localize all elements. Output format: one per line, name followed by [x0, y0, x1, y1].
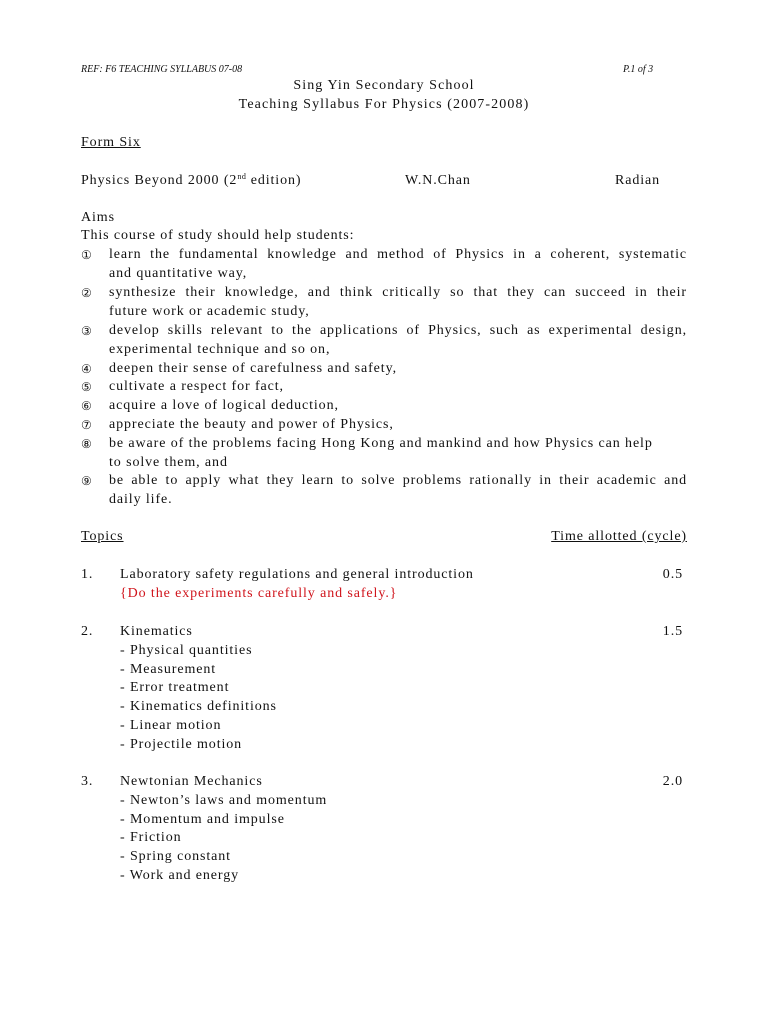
page-number: P.1 of 3 [623, 64, 654, 75]
topic-time: 1.5 [662, 624, 683, 639]
aim-marker-icon: ⑧ [81, 437, 92, 451]
topic-title: Laboratory safety regulations and general introduction [120, 567, 474, 582]
textbook-title-suffix: edition) [246, 173, 302, 188]
aim-marker-icon: ③ [81, 324, 92, 338]
aim-text: cultivate a respect for fact, [109, 379, 284, 394]
topic-number: 1. [81, 567, 94, 582]
document-title: Teaching Syllabus For Physics (2007-2008) [238, 97, 530, 112]
form-heading: Form Six [81, 135, 141, 150]
topic-title: Newtonian Mechanics [120, 774, 263, 789]
subtopic-item: - Spring constant [120, 849, 231, 864]
textbook-author: W.N.Chan [405, 173, 471, 188]
aims-heading: Aims [81, 210, 115, 225]
aim-text: appreciate the beauty and power of Physics, [109, 417, 394, 432]
aim-text-continued: and quantitative way, [109, 266, 248, 281]
aim-marker-icon: ⑤ [81, 380, 92, 394]
subtopic-item: - Projectile motion [120, 737, 243, 752]
topic-time: 0.5 [662, 567, 683, 582]
aim-text: acquire a love of logical deduction, [109, 398, 339, 413]
aim-marker-icon: ④ [81, 362, 92, 376]
aim-marker-icon: ① [81, 248, 92, 262]
aim-text: develop skills relevant to the applications of Physics, such as experimental design, [109, 323, 687, 338]
textbook-title [81, 173, 301, 189]
subtopic-item: - Friction [120, 830, 182, 845]
topic-title: Kinematics [120, 624, 193, 639]
aim-marker-icon: ⑦ [81, 418, 92, 432]
textbook-title-prefix: Physics Beyond 2000 (2 [81, 173, 238, 188]
aim-text-continued: experimental technique and so on, [109, 342, 331, 357]
topics-heading: Topics [81, 529, 124, 544]
topic-time: 2.0 [662, 774, 683, 789]
aim-text: be able to apply what they learn to solve problems rationally in their academic and [109, 473, 687, 488]
aim-text-continued: daily life. [109, 492, 173, 507]
aim-text-continued: to solve them, and [109, 455, 228, 470]
reference-code: REF: F6 TEACHING SYLLABUS 07-08 [81, 64, 243, 75]
subtopic-item: - Error treatment [120, 680, 230, 695]
textbook-edition-sup: nd [237, 172, 247, 181]
topic-safety-note: {Do the experiments carefully and safely.} [120, 586, 398, 601]
subtopic-item: - Physical quantities [120, 643, 253, 658]
subtopic-item: - Measurement [120, 662, 217, 677]
topic-number: 3. [81, 774, 94, 789]
aims-intro: This course of study should help students: [81, 228, 355, 243]
school-name: Sing Yin Secondary School [293, 78, 475, 93]
aim-marker-icon: ⑨ [81, 474, 92, 488]
time-allotted-heading: Time allotted (cycle) [551, 529, 687, 544]
aim-text: synthesize their knowledge, and think critically so that they can succeed in their [109, 285, 687, 300]
aim-text: learn the fundamental knowledge and method of Physics in a coherent, systematic [109, 247, 687, 262]
textbook-publisher: Radian [615, 173, 661, 188]
subtopic-item: - Kinematics definitions [120, 699, 277, 714]
aim-text: be aware of the problems facing Hong Kong and mankind and how Physics can help [109, 436, 653, 451]
aim-text: deepen their sense of carefulness and safety, [109, 361, 397, 376]
aim-marker-icon: ⑥ [81, 399, 92, 413]
topic-number: 2. [81, 624, 94, 639]
subtopic-item: - Work and energy [120, 868, 240, 883]
subtopic-item: - Momentum and impulse [120, 812, 285, 827]
subtopic-item: - Linear motion [120, 718, 222, 733]
aim-marker-icon: ② [81, 286, 92, 300]
subtopic-item: - Newton’s laws and momentum [120, 793, 328, 808]
aim-text-continued: future work or academic study, [109, 304, 310, 319]
